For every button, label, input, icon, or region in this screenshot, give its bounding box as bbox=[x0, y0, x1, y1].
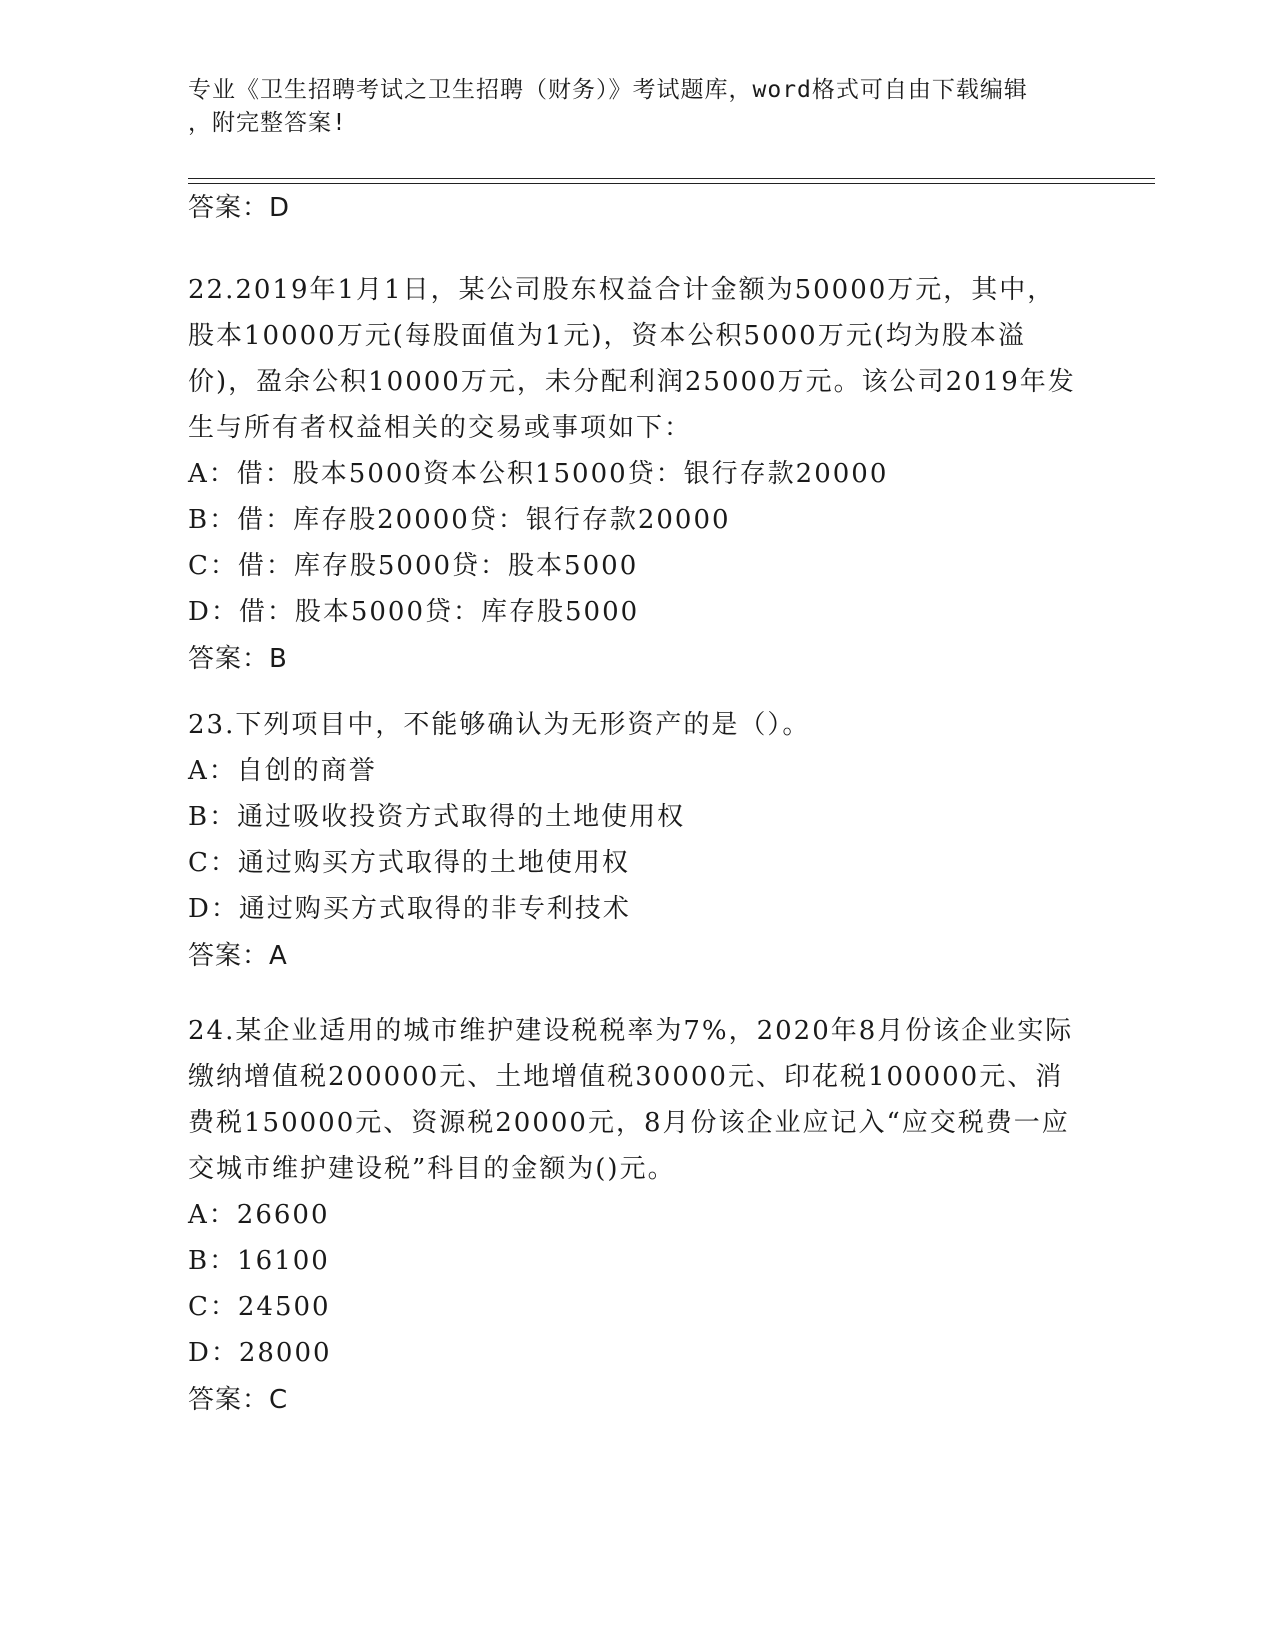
previous-answer: 答案：D bbox=[188, 193, 291, 223]
option-d: D：28000 bbox=[188, 1338, 332, 1368]
previous-answer-block bbox=[188, 188, 1078, 228]
option-c: C：24500 bbox=[188, 1292, 331, 1322]
question-22 bbox=[188, 267, 1078, 679]
question-answer: 答案：B bbox=[188, 644, 288, 674]
question-answer: 答案：A bbox=[188, 941, 288, 971]
document-header bbox=[188, 74, 1068, 140]
option-b: B：16100 bbox=[188, 1246, 330, 1276]
option-b: B：借：库存股20000贷：银行存款20000 bbox=[188, 505, 731, 535]
option-d: D：通过购买方式取得的非专利技术 bbox=[188, 894, 631, 924]
option-d: D：借：股本5000贷：库存股5000 bbox=[188, 597, 640, 627]
option-a: A：借：股本5000资本公积15000贷：银行存款20000 bbox=[188, 459, 889, 489]
header-line-2: ，附完整答案! bbox=[188, 110, 347, 136]
option-b: B：通过吸收投资方式取得的土地使用权 bbox=[188, 802, 686, 832]
question-text: 23.下列项目中，不能够确认为无形资产的是（）。 bbox=[188, 710, 811, 740]
header-divider-top bbox=[188, 178, 1155, 179]
option-c: C：借：库存股5000贷：股本5000 bbox=[188, 551, 639, 581]
question-answer: 答案：C bbox=[188, 1385, 289, 1415]
question-text: 22.2019年1月1日，某公司股东权益合计金额为50000万元，其中，股本10000万元(每股面值为1元)，资本公积5000万元(均为股本溢价)，盈余公积10000万元，未分配利润25000万元。该公司2019年发生与所有者权益相关的交易或事项如下： bbox=[188, 275, 1076, 443]
question-23 bbox=[188, 702, 1078, 976]
option-a: A：26600 bbox=[188, 1200, 330, 1230]
question-text: 24.某企业适用的城市维护建设税税率为7%，2020年8月份该企业实际缴纳增值税200000元、土地增值税30000元、印花税100000元、消费税150000元、资源税20000元，8月份该企业应记入“应交税费一应交城市维护建设税”科目的金额为()元。 bbox=[188, 1016, 1074, 1184]
option-c: C：通过购买方式取得的土地使用权 bbox=[188, 848, 630, 878]
option-a: A：自创的商誉 bbox=[188, 756, 377, 786]
question-24 bbox=[188, 1008, 1078, 1420]
header-line-1: 专业《卫生招聘考试之卫生招聘（财务）》考试题库，word格式可自由下载编辑 bbox=[188, 77, 1028, 103]
header-divider-bottom bbox=[188, 183, 1155, 184]
